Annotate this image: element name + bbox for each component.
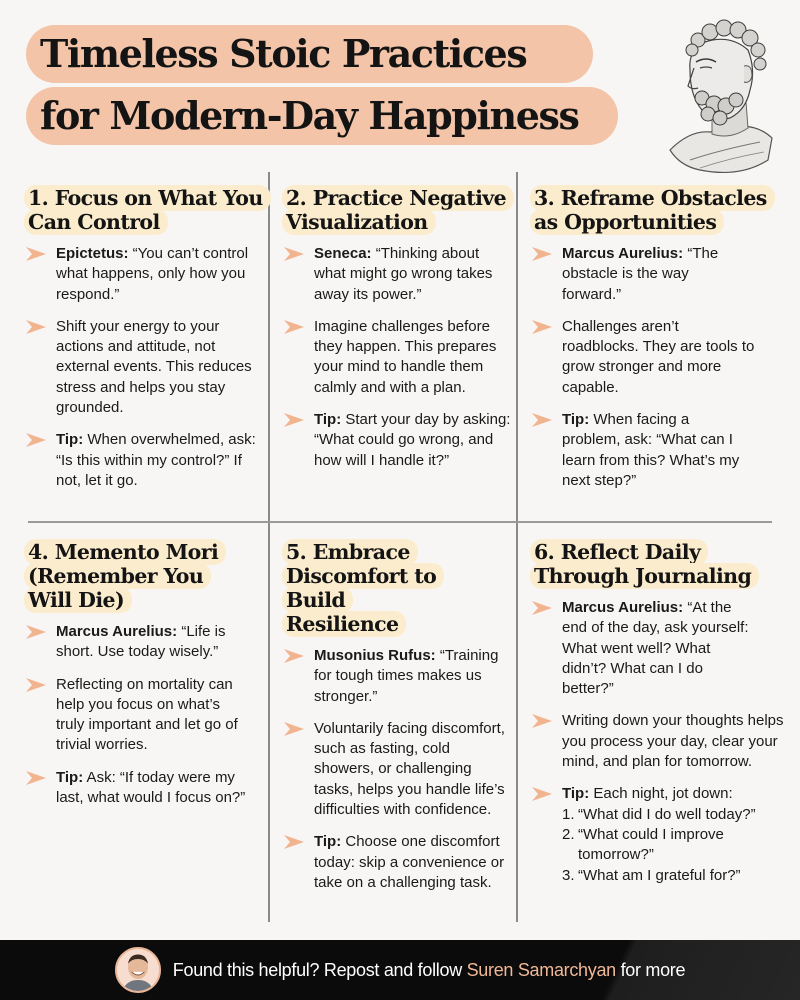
practice-card-6 <box>530 540 785 898</box>
tip-bullet: Tip: When overwhelmed, ask: “Is this within my control?” If not, let it go. <box>24 430 264 491</box>
arrow-bullet-icon <box>532 714 552 728</box>
explanation-bullet: Shift your energy to your actions and attitude, not external events. This reduces stress and helps you stay grounded. <box>24 317 264 418</box>
arrow-bullet-icon <box>532 413 552 427</box>
quote-bullet: Seneca: “Thinking about what might go wrong takes away its power.” <box>282 244 514 305</box>
explanation-bullet: Challenges aren’t roadblocks. They are tools to grow stronger and more capable. <box>530 317 755 398</box>
tip-bullet: Tip: Ask: “If today were my last, what would I focus on?” <box>24 768 249 809</box>
divider-horizontal <box>28 521 772 523</box>
practice-card-3 <box>530 186 780 503</box>
divider-vertical-1 <box>268 172 270 922</box>
arrow-bullet-icon <box>26 678 46 692</box>
practice-heading: 5. Embrace Discomfort to Build Resilience <box>282 540 472 636</box>
practice-card-5 <box>282 540 514 905</box>
tip-bullet: Tip: Each night, jot down: 1. “What did I do well today?” 2. “What could I improve tomorrow?” 3. “What am I grateful for?” <box>530 784 785 885</box>
arrow-bullet-icon <box>26 771 46 785</box>
title-line-1: Timeless Stoic Practices <box>26 25 593 83</box>
journal-prompt-list <box>536 805 785 886</box>
practice-heading: 2. Practice Negative Visualization <box>282 186 514 234</box>
tip-bullet: Tip: Choose one discomfort today: skip a convenience or take on a challenging task. <box>282 832 514 893</box>
practice-heading: 4. Memento Mori (Remember You Will Die) <box>24 540 249 612</box>
quote-bullet: Epictetus: “You can’t control what happens, only how you respond.” <box>24 244 264 305</box>
arrow-bullet-icon <box>284 413 304 427</box>
stoic-bust-illustration <box>660 10 780 180</box>
arrow-bullet-icon <box>26 247 46 261</box>
footer-cta-text: Found this helpful? Repost and follow Suren Samarchyan for more <box>172 959 686 980</box>
practice-heading: 1. Focus on What You Can Control <box>24 186 264 234</box>
arrow-bullet-icon <box>26 320 46 334</box>
practice-heading: 3. Reframe Obstacles as Opportunities <box>530 186 780 234</box>
arrow-bullet-icon <box>284 835 304 849</box>
arrow-bullet-icon <box>532 320 552 334</box>
practice-card-1 <box>24 186 264 503</box>
person-avatar-icon <box>117 949 159 991</box>
arrow-bullet-icon <box>26 433 46 447</box>
tip-bullet: Tip: When facing a problem, ask: “What can I learn from this? What’s my next step?” <box>530 410 745 491</box>
quote-bullet: Marcus Aurelius: “At the end of the day, ask yourself: What went well? What didn’t? What can I do better?” <box>530 598 750 699</box>
author-avatar[interactable] <box>115 947 161 993</box>
journal-prompt: 3. “What am I grateful for?” <box>562 866 741 884</box>
arrow-bullet-icon <box>284 649 304 663</box>
explanation-bullet: Voluntarily facing discomfort, such as fasting, cold showers, or challenging tasks, helps you handle life’s difficulties with confidence. <box>282 719 514 820</box>
explanation-bullet: Reflecting on mortality can help you focus on what’s truly important and let go of trivial worries. <box>24 675 249 756</box>
author-name-link[interactable]: Suren Samarchyan <box>466 959 616 980</box>
arrow-bullet-icon <box>284 247 304 261</box>
arrow-bullet-icon <box>284 722 304 736</box>
tip-bullet: Tip: Start your day by asking: “What could go wrong, and how will I handle it?” <box>282 410 514 471</box>
quote-bullet: Marcus Aurelius: “The obstacle is the way forward.” <box>530 244 740 305</box>
explanation-bullet: Imagine challenges before they happen. This prepares your mind to handle them calmly and with a plan. <box>282 317 514 398</box>
practice-card-4 <box>24 540 249 820</box>
divider-vertical-2 <box>516 172 518 922</box>
arrow-bullet-icon <box>532 601 552 615</box>
arrow-bullet-icon <box>284 320 304 334</box>
practice-heading: 6. Reflect Daily Through Journaling <box>530 540 760 588</box>
journal-prompt: 2. “What could I improve tomorrow?” <box>562 825 724 864</box>
arrow-bullet-icon <box>26 625 46 639</box>
journal-prompt: 1. “What did I do well today?” <box>562 805 756 823</box>
footer-banner <box>0 940 800 1000</box>
quote-bullet: Marcus Aurelius: “Life is short. Use today wisely.” <box>24 622 249 663</box>
arrow-bullet-icon <box>532 247 552 261</box>
title-line-2: for Modern-Day Happiness <box>26 87 618 145</box>
quote-bullet: Musonius Rufus: “Training for tough times makes us stronger.” <box>282 646 514 707</box>
practice-card-2 <box>282 186 514 483</box>
arrow-bullet-icon <box>532 787 552 801</box>
explanation-bullet: Writing down your thoughts helps you process your day, clear your mind, and plan for tomorrow. <box>530 711 785 772</box>
